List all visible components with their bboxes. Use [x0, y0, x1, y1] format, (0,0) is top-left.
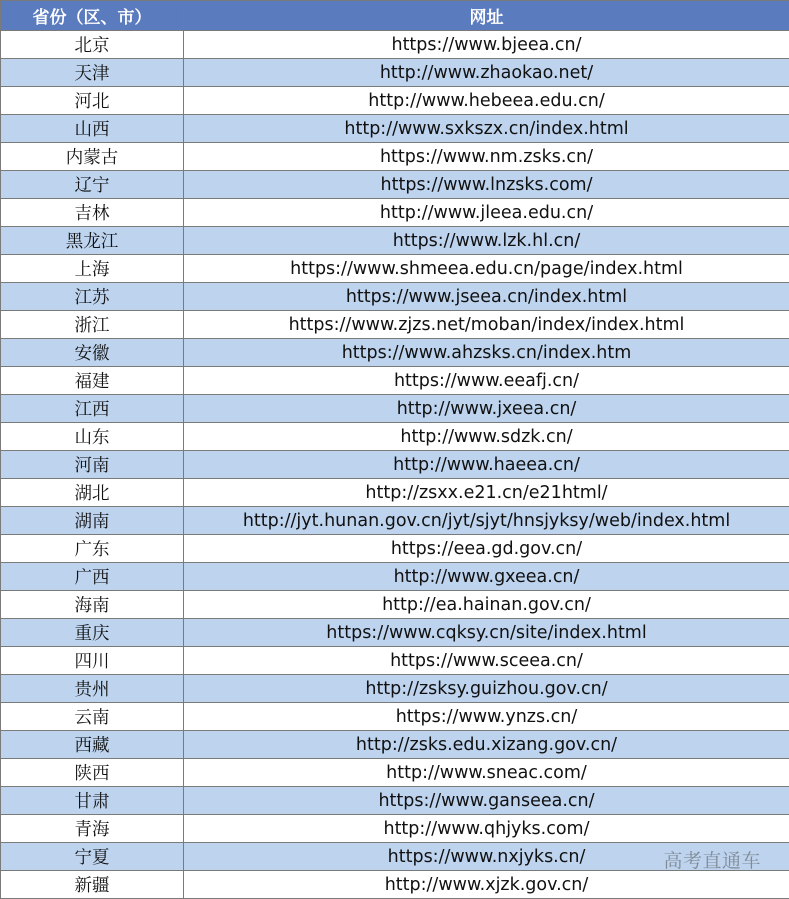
table-row	[1, 143, 789, 171]
table-row	[1, 199, 789, 227]
province-cell: 河南	[1, 451, 184, 479]
province-cell: 湖北	[1, 479, 184, 507]
table-row	[1, 311, 789, 339]
table-row	[1, 675, 789, 703]
watermark-text: 高考直通车	[663, 846, 761, 873]
province-cell: 广西	[1, 563, 184, 591]
url-cell[interactable]: http://www.qhjyks.com/	[184, 815, 789, 843]
province-cell: 青海	[1, 815, 184, 843]
table-row	[1, 283, 789, 311]
url-cell[interactable]: https://www.jseea.cn/index.html	[184, 283, 789, 311]
url-cell[interactable]: https://www.ganseea.cn/	[184, 787, 789, 815]
table-row	[1, 787, 789, 815]
province-cell: 辽宁	[1, 171, 184, 199]
url-cell[interactable]: https://www.sceea.cn/	[184, 647, 789, 675]
table-row	[1, 591, 789, 619]
url-cell[interactable]: http://www.zhaokao.net/	[184, 59, 789, 87]
province-cell: 西藏	[1, 731, 184, 759]
table-row	[1, 507, 789, 535]
province-cell: 湖南	[1, 507, 184, 535]
province-cell: 江西	[1, 395, 184, 423]
table-row	[1, 535, 789, 563]
province-cell: 安徽	[1, 339, 184, 367]
url-cell[interactable]: https://www.ynzs.cn/	[184, 703, 789, 731]
province-cell: 甘肃	[1, 787, 184, 815]
province-cell: 山西	[1, 115, 184, 143]
url-cell[interactable]: https://www.nm.zsks.cn/	[184, 143, 789, 171]
url-cell[interactable]: https://www.zjzs.net/moban/index/index.html	[184, 311, 789, 339]
column-header-url: 网址	[184, 1, 789, 31]
table-row	[1, 255, 789, 283]
province-cell: 天津	[1, 59, 184, 87]
province-cell: 河北	[1, 87, 184, 115]
url-cell[interactable]: https://www.nxjyks.cn/	[184, 843, 789, 871]
table-row	[1, 731, 789, 759]
url-cell[interactable]: http://zsksy.guizhou.gov.cn/	[184, 675, 789, 703]
table-row	[1, 115, 789, 143]
table-row	[1, 339, 789, 367]
province-cell: 贵州	[1, 675, 184, 703]
url-cell[interactable]: https://www.lzk.hl.cn/	[184, 227, 789, 255]
table-row	[1, 479, 789, 507]
url-cell[interactable]: https://eea.gd.gov.cn/	[184, 535, 789, 563]
url-cell[interactable]: https://www.lnzsks.com/	[184, 171, 789, 199]
table-row	[1, 759, 789, 787]
url-cell[interactable]: http://www.sdzk.cn/	[184, 423, 789, 451]
url-cell[interactable]: https://www.shmeea.edu.cn/page/index.html	[184, 255, 789, 283]
table-row	[1, 31, 789, 59]
province-cell: 上海	[1, 255, 184, 283]
province-cell: 广东	[1, 535, 184, 563]
url-cell[interactable]: http://www.sxkszx.cn/index.html	[184, 115, 789, 143]
province-cell: 福建	[1, 367, 184, 395]
url-cell[interactable]: http://www.jxeea.cn/	[184, 395, 789, 423]
url-cell[interactable]: http://www.hebeea.edu.cn/	[184, 87, 789, 115]
url-cell[interactable]: https://www.eeafj.cn/	[184, 367, 789, 395]
url-cell[interactable]: http://zsks.edu.xizang.gov.cn/	[184, 731, 789, 759]
table-row	[1, 703, 789, 731]
table-row	[1, 395, 789, 423]
table-row	[1, 171, 789, 199]
province-cell: 北京	[1, 31, 184, 59]
province-cell: 四川	[1, 647, 184, 675]
province-cell: 重庆	[1, 619, 184, 647]
table-row	[1, 367, 789, 395]
column-header-province: 省份（区、市）	[1, 1, 184, 31]
url-cell[interactable]: https://www.bjeea.cn/	[184, 31, 789, 59]
province-cell: 新疆	[1, 871, 184, 899]
table-row	[1, 451, 789, 479]
province-cell: 陕西	[1, 759, 184, 787]
province-cell: 吉林	[1, 199, 184, 227]
table-row	[1, 59, 789, 87]
province-cell: 海南	[1, 591, 184, 619]
url-cell[interactable]: http://www.xjzk.gov.cn/	[184, 871, 789, 899]
table-row	[1, 87, 789, 115]
url-cell[interactable]: http://www.sneac.com/	[184, 759, 789, 787]
table-row	[1, 843, 789, 871]
province-cell: 江苏	[1, 283, 184, 311]
province-cell: 浙江	[1, 311, 184, 339]
province-cell: 宁夏	[1, 843, 184, 871]
table-row	[1, 227, 789, 255]
url-cell[interactable]: https://www.cqksy.cn/site/index.html	[184, 619, 789, 647]
url-cell[interactable]: http://www.haeea.cn/	[184, 451, 789, 479]
url-cell[interactable]: http://zsxx.e21.cn/e21html/	[184, 479, 789, 507]
table-row	[1, 647, 789, 675]
table-header-row	[1, 1, 789, 31]
url-cell[interactable]: http://ea.hainan.gov.cn/	[184, 591, 789, 619]
url-cell[interactable]: https://www.ahzsks.cn/index.htm	[184, 339, 789, 367]
url-cell[interactable]: http://jyt.hunan.gov.cn/jyt/sjyt/hnsjyksy/web/index.html	[184, 507, 789, 535]
table-row	[1, 619, 789, 647]
url-cell[interactable]: http://www.jleea.edu.cn/	[184, 199, 789, 227]
province-cell: 山东	[1, 423, 184, 451]
province-cell: 云南	[1, 703, 184, 731]
province-cell: 内蒙古	[1, 143, 184, 171]
province-cell: 黑龙江	[1, 227, 184, 255]
table-row	[1, 871, 789, 899]
table-row	[1, 563, 789, 591]
table-row	[1, 423, 789, 451]
url-cell[interactable]: http://www.gxeea.cn/	[184, 563, 789, 591]
table-row	[1, 815, 789, 843]
